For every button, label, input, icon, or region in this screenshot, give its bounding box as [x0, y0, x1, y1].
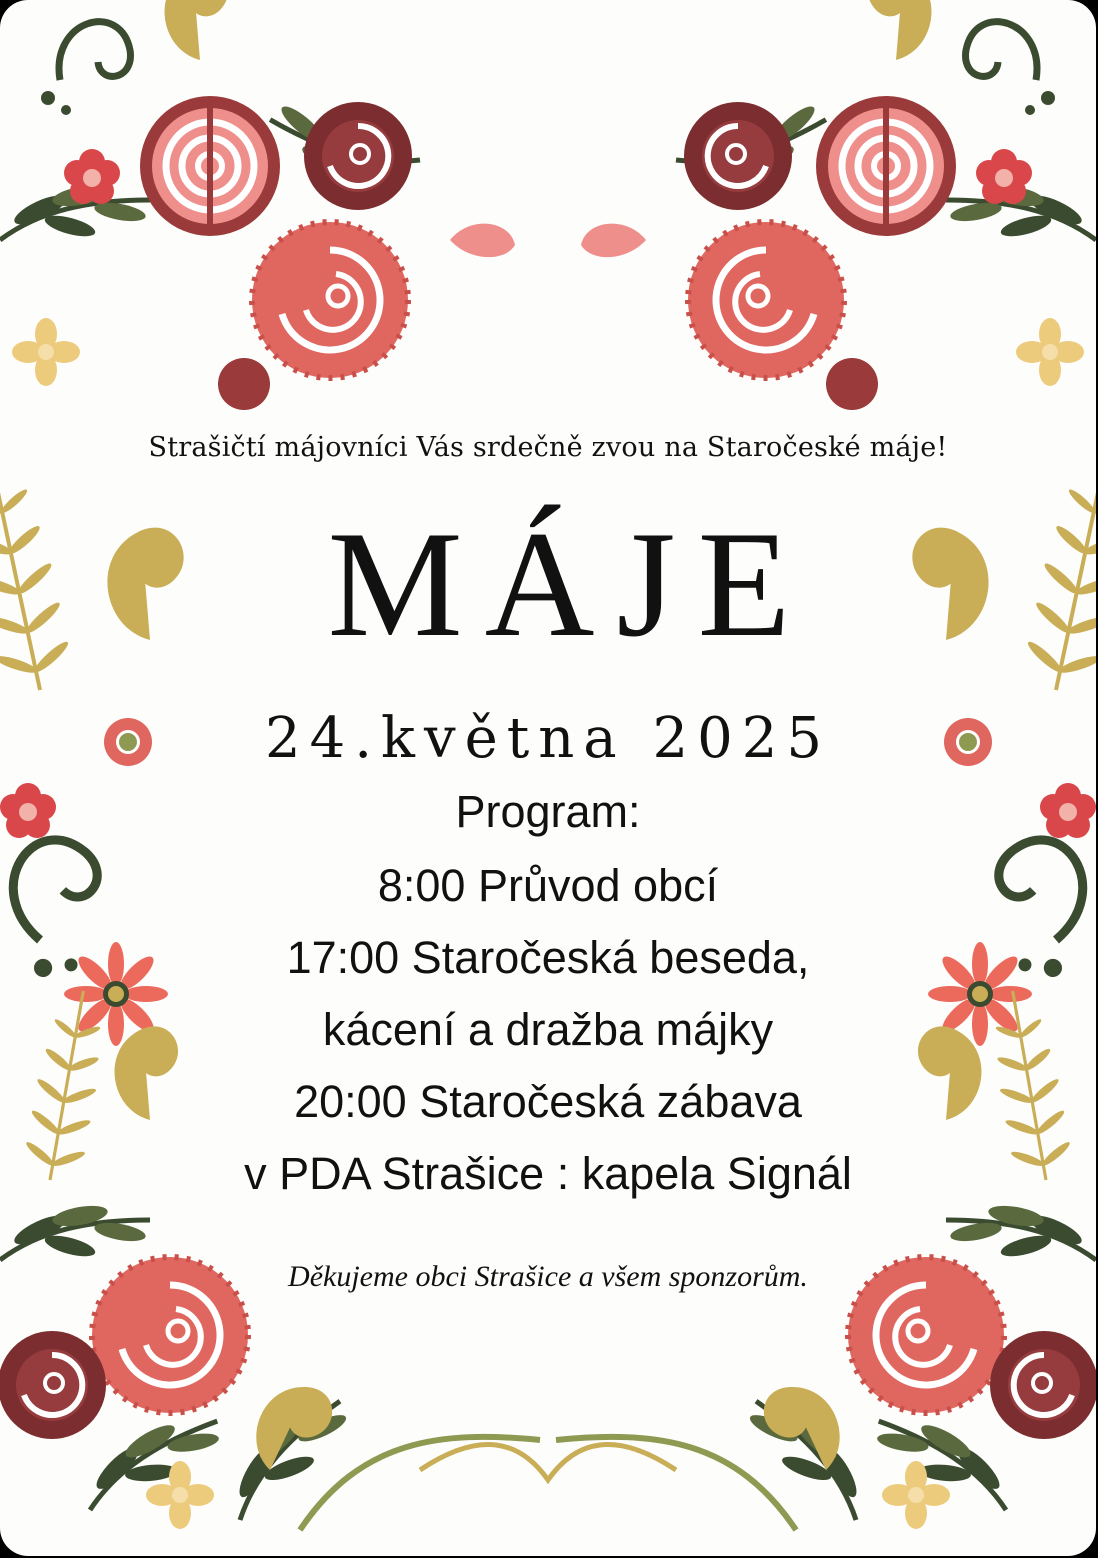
invitation-line: Strašičtí májovníci Vás srdečně zvou na Staročeské máje!	[148, 432, 948, 463]
bottom-right-ornament	[556, 1202, 1096, 1530]
top-left-ornament	[0, 0, 515, 410]
thanks-line: Děkujeme obci Strašice a všem sponzorům.	[288, 1260, 808, 1293]
program-item-maypole: kácení a dražba májky	[322, 1004, 774, 1055]
event-date: 24.května 2025	[264, 706, 832, 771]
program-item-parade: 8:00 Průvod obcí	[377, 860, 719, 911]
program-item-venue-band: v PDA Strašice : kapela Signál	[244, 1148, 852, 1199]
program-heading: Program:	[455, 786, 641, 837]
bottom-left-ornament	[0, 1202, 540, 1530]
poster-title: MÁJE	[327, 500, 813, 668]
top-right-ornament	[581, 0, 1096, 410]
program-item-beseda: 17:00 Staročeská beseda,	[286, 932, 810, 983]
program-item-zabava: 20:00 Staročeská zábava	[294, 1076, 802, 1127]
bottom-center-flourish	[420, 1445, 676, 1480]
